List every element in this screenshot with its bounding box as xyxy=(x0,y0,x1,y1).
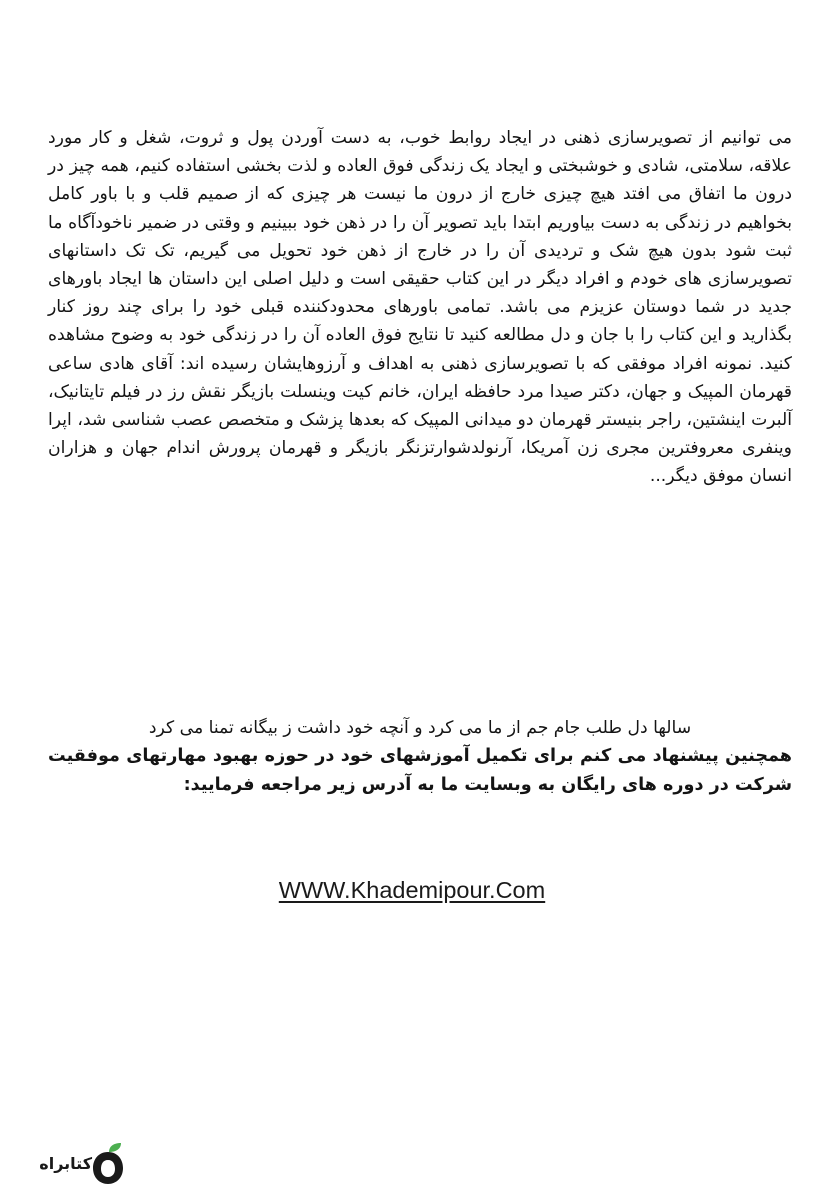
poem-verse: سالها دل طلب جام جم از ما می کرد و آنچه خود داشت ز بیگانه تمنا می کرد xyxy=(148,718,692,738)
ketabrah-logo-icon xyxy=(90,1142,126,1186)
body-paragraph: می توانیم از تصویرسازی ذهنی در ایجاد روابط خوب، به دست آوردن پول و ثروت، شغل و کار مورد علاقه، سلامتی، شادی و خوشبختی و ایجاد یک زندگی فوق العاده و لذت بخشی استفاده کنیم، همه چیز در درون ما اتفاق می افتد هیچ چیزی خارج از درون ما نیست هر چیزی که از صمیم قلب و با باور کامل بخواهیم در زندگی به دست بیاوریم ابتدا باید تصویر آن را در ذهن خود ببینیم و وقتی در ضمیر ناخودآگاه ما ثبت شود بدون هیچ شک و تردیدی آن را در خارج از ذهن خود تحویل می گیریم، تک تک داستانهای تصویرسازی های خودم و افراد دیگر در این کتاب حقیقی است و دلیل اصلی این داستان ها ایجاد باورهای جدید در شما دوستان عزیزم می باشد. تمامی باورهای محدودکننده قبلی خود را برای چند روز کنار بگذارید و این کتاب را با جان و دل مطالعه کنید تا نتایج فوق العاده آن را در زندگی خود به وضوح مشاهده کنید. نمونه افراد موفقی که با تصویرسازی ذهنی به اهداف و آرزوهایشان رسیده اند: آقای هادی ساعی قهرمان المپیک و جهان، دکتر صیدا مرد حافظه ایران، خانم کیت وینسلت بازیگر نقش رز در فیلم تایتانیک، آلبرت اینشتین، راجر بنیستر قهرمان دو میدانی المپیک که بعدها پزشک و متخصص عصب شناسی شد، اپرا وینفری معروفترین مجری زن آمریکا، آرنولدشوارتزنگر بازیگر و قهرمان پرورش اندام جهان و هزاران انسان موفق دیگر... xyxy=(48,128,792,487)
recommendation-paragraph: همچنین پیشنهاد می کنم برای تکمیل آموزشهای خود در حوزه بهبود مهارتهای موفقیت شرکت در دوره های رایگان به وبسایت ما به آدرس زیر مراجعه فرمایید: xyxy=(48,746,792,795)
ketabrah-logo xyxy=(34,1142,130,1186)
website-link[interactable]: WWW.Khademipour.Com xyxy=(278,877,546,903)
logo-text: کتابراه xyxy=(39,1154,92,1173)
